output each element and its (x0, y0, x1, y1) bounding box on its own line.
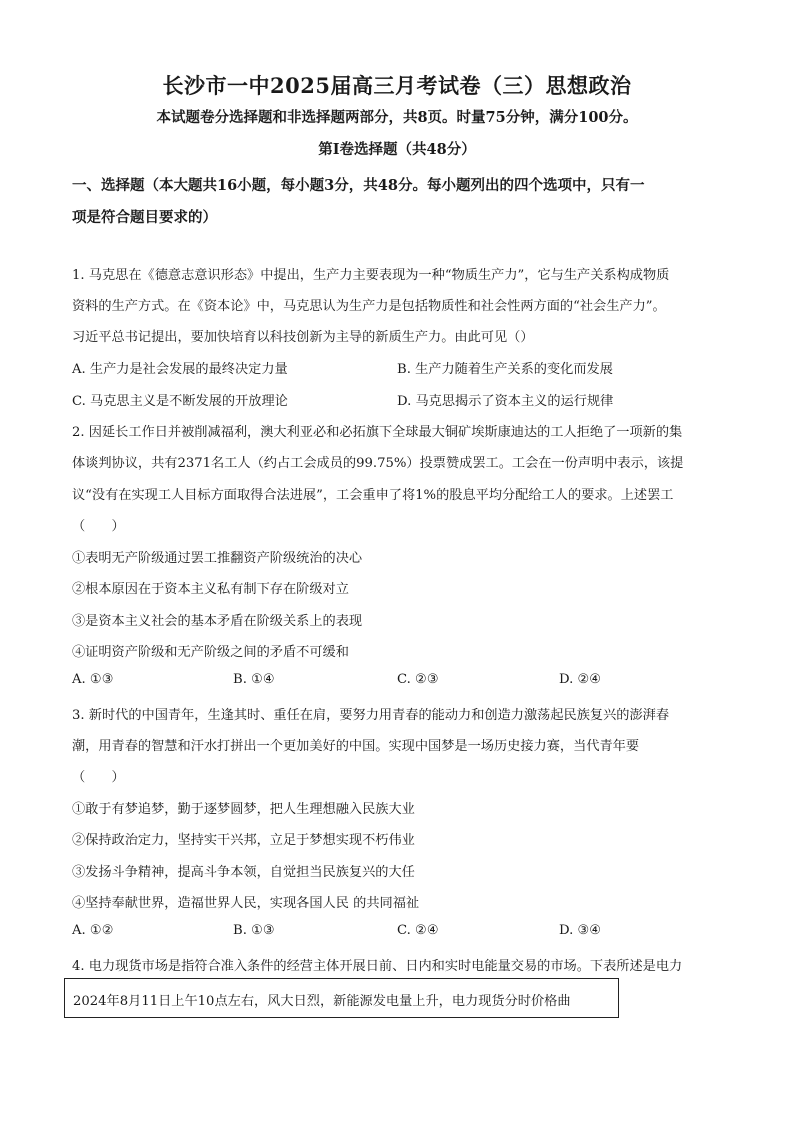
q2-statement-4: ④证明资产阶级和无产阶级之间的矛盾不可缓和 (72, 645, 349, 660)
exam-instructions: 本试题卷分选择题和非选择题两部分，共8页。时量75分钟，满分100分。 (156, 109, 638, 126)
q2-answer-blank: （ ） (72, 519, 125, 534)
scenario-text: 2024年8月11日上午10点左右，风大日烈，新能源发电量上升，电力现货分时价格曲 (73, 994, 571, 1009)
q1-option-d[interactable]: D. 马克思揭示了资本主义的运行规律 (397, 394, 614, 409)
q2-option-a[interactable]: A. ①③ (72, 672, 114, 687)
q3-stem-line: 3. 新时代的中国青年，生逢其时、重任在肩，要努力用青春的能动力和创造力激荡起民族复兴的澎湃春 (72, 708, 670, 723)
q1-stem-line: 1. 马克思在《德意志意识形态》中提出，生产力主要表现为一种“物质生产力”，它与生产关系构成物质 (72, 268, 670, 283)
q3-option-a[interactable]: A. ①② (72, 923, 114, 938)
q1-stem-line: 习近平总书记提出，要加快培育以科技创新为主导的新质生产力。由此可见（） (72, 330, 534, 345)
section-heading-line2: 项是符合题目要求的） (72, 209, 217, 226)
scenario-box (64, 978, 619, 1018)
q3-statement-2: ②保持政治定力，坚持实干兴邦，立足于梦想实现不朽伟业 (72, 833, 415, 848)
q2-stem-line: 议“没有在实现工人目标方面取得合法进展”，工会重申了将1%的股息平均分配给工人的要求。上述罢工 (72, 488, 674, 503)
q3-statement-1: ①敢于有梦追梦，勤于逐梦圆梦，把人生理想融入民族大业 (72, 802, 415, 817)
q3-option-d[interactable]: D. ③④ (559, 923, 602, 938)
q3-statement-4: ④坚持奉献世界，造福世界人民，实现各国人民 的共同福祉 (72, 896, 420, 911)
q3-option-c[interactable]: C. ②④ (397, 923, 439, 938)
q1-stem-line: 资料的生产方式。在《资本论》中，马克思认为生产力是包括物质性和社会性两方面的“社会生产力”。 (72, 299, 666, 314)
q2-option-d[interactable]: D. ②④ (559, 672, 602, 687)
q2-stem-line: 2. 因延长工作日并被削减福利，澳大利亚必和必拓旗下全球最大铜矿埃斯康迪达的工人拒绝了一项新的集 (72, 425, 683, 440)
section-heading-line1: 一、选择题（本大题共16小题，每小题3分，共48分。每小题列出的四个选项中，只有一 (72, 177, 645, 194)
q2-statement-3: ③是资本主义社会的基本矛盾在阶级关系上的表现 (72, 614, 363, 629)
q1-option-a[interactable]: A. 生产力是社会发展的最终决定力量 (72, 362, 288, 377)
exam-title: 长沙市一中2025届高三月考试卷（三）思想政治 (162, 73, 632, 98)
q2-statement-1: ①表明无产阶级通过罢工推翻资产阶级统治的决心 (72, 551, 363, 566)
q1-option-b[interactable]: B. 生产力随着生产关系的变化而发展 (397, 362, 613, 377)
q1-option-c[interactable]: C. 马克思主义是不断发展的开放理论 (72, 394, 288, 409)
q2-option-b[interactable]: B. ①④ (233, 672, 275, 687)
q3-option-b[interactable]: B. ①③ (233, 923, 275, 938)
part-heading: 第Ⅰ卷选择题（共48分） (318, 141, 476, 158)
q2-option-c[interactable]: C. ②③ (397, 672, 439, 687)
q3-statement-3: ③发扬斗争精神，提高斗争本领，自觉担当民族复兴的大任 (72, 865, 415, 880)
q2-statement-2: ②根本原因在于资本主义私有制下存在阶级对立 (72, 582, 349, 597)
section-heading (72, 170, 732, 234)
q4-stem-line: 4. 电力现货市场是指符合准入条件的经营主体开展日前、日内和实时电能量交易的市场。下表所述是电力 (72, 959, 683, 974)
q3-answer-blank: （ ） (72, 770, 125, 785)
q3-stem-line: 潮，用青春的智慧和汗水打拼出一个更加美好的中国。实现中国梦是一场历史接力赛，当代青年要 (72, 739, 640, 754)
q2-stem-line: 体谈判协议，共有2371名工人（约占工会成员的99.75%）投票赞成罢工。工会在一份声明中表示，该提 (72, 456, 684, 471)
